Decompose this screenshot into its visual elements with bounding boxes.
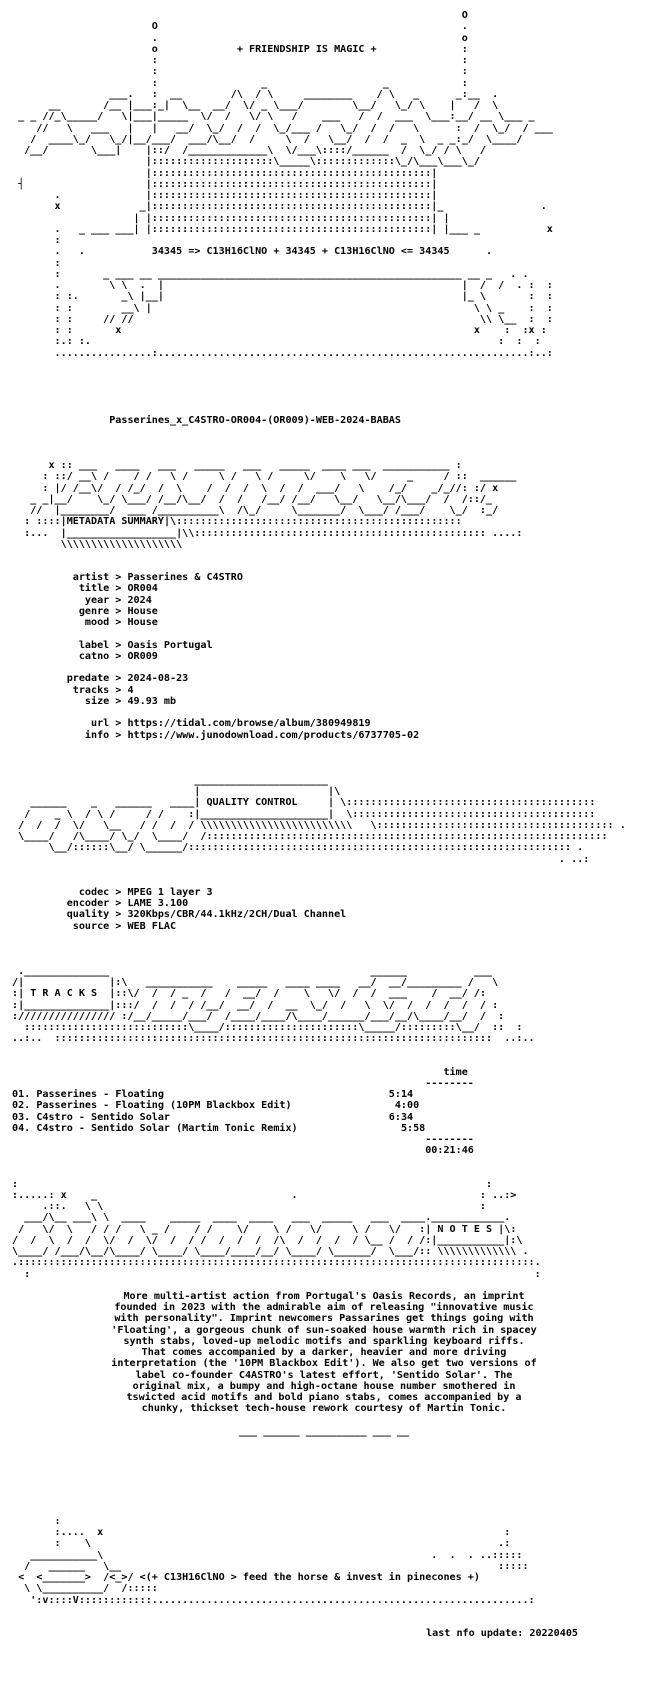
- notes-heading: N O T E S: [437, 1223, 493, 1235]
- meta-artist: artist > Passerines & C4STRO: [12, 572, 243, 583]
- notes-divider: ___ ______ __________ ___ __: [238, 1425, 410, 1437]
- metadata-header-art: x :: ___ ____ ___ _____ ___ _____ ____ ___ ___________ : : ::/ __\ / / / \ / \ / \ / \/ \ \/ _ / :: ______ : |/ /__\/ / /_/ / \ / / / \ / / ___/ \ /_/ _/_//: :/ x _ _|__/ \_/ \___/ /__/\__/ / / /__/ /__/ \__/ \__/\___/ / /::/_ // |________/ ___ /__________\ /\_/ \_______/ \___/ /___/ \_/ :_/ : ::::|METADATA SUMMARY|\::::::::::::::::::::::::::::::::::::::::::::::: :... |__________________|\\:::::::::::::::::::::::::::::::::::::::::::::::: ....: \\\\\\\\\\\\\\\\\\\\: [24, 460, 523, 550]
- metadata-list: [12, 572, 636, 741]
- track-row: 04. C4stro - Sentido Solar (Martim Tonic Remix) 5:58: [12, 1122, 426, 1134]
- quality-list: [12, 887, 636, 932]
- header-art-top: O O . . o o + FRIENDSHIP IS MAGIC + : : : : : : _ _ : ___. : __ /\ / \ ________ / \ _ _:__ . __ /__ |___:_| \__ __/ \/ _ \___/ \__/ \_/ \ | / \ _ _ //_\_____/ \|___|_____ \/ / \/ \ / ___ / / ___ \___:__/ __ \___ _ // \ ___ | | __/ \_/ / / \_/___ / \_/ / / \ : / \_/ / ___ / ____\_/ \_/|__/___/ ___/\__/ / \ / \__/ / / _ \ _ _:_/ \____/ /__/ \___| |::/ /_____________\ \/___\::::/______ / \_/ / \ / |::::::::::::::::::::\_____\:::::::::::::\_/\___\___\_/ |::::::::::::::::::::::::::::::::::::::::::::::| ┤ |::::::::::::::::::::::::::::::::::::::::::::::| . |::::::::::::::::::::::::::::::::::::::::::::::| x _|::::::::::::::::::::::::::::::::::::::::::::::|_ . | |::::::::::::::::::::::::::::::::::::::::::::::| | . _ ___ ___| |::::::::::::::::::::::::::::::::::::::::::::::| |___ _ x : . . 34345 => C13H16ClNO + 34345 + C13H16ClNO <= 34345 . : : _ ___ __ __________________________________________________ __ _ . . . \ \ . | | / / . : : : :. _\ |__| |_ \ : : : : __\ | \ \ _ : : : : // // \\ \__ : : : : x x : :x : :.: :. : : : ................:.............................................................:..:: [18, 10, 553, 359]
- meta-year: year > 2024: [12, 594, 152, 606]
- quality-quality: quality > 320Kbps/CBR/44.1kHz/2CH/Dual Channel: [12, 909, 347, 921]
- tracks-heading: T R A C K S: [30, 988, 98, 1000]
- quality-header-art: ______________________ | |\ ______ _ ______ ____| QUALITY CONTROL | \::::::::::::::::::::::::::::::::::::::::: / _ \ / \ / / / :|_____________________| \:::::::::::::::::::::::::::::::::::::::: / / / \/ \__ / / / / \\\\\\\\\\\\\\\\\\\\\\\\\ \::::::::::::::::::::::::::::::::::::::: . \____/ /\____/ \_/ \____/ /:::::::::::::::::::::::::::::::::::::::::::::::::::::::::::::::::: \__/::::::\__/ \______/::::::::::::::::::::::::::::::::::::::::::::::::::::::::::::::: . . ..:: [18, 774, 626, 865]
- notes-body: [12, 1291, 636, 1438]
- metadata-heading: METADATA SUMMARY: [66, 516, 164, 528]
- tracks-header-art: .______________ ______ ___ /| |:\ ___________ _____ ____ ____ __/ __/_________ / \ :| T R A C K S |::\/ / / _ / / __/ / \ \/ / / ___ / __/ /: :|______________|:::/ / / / /__/ __/ / __ \_/ / \ \/ / / / / / : ://////////////// :/__/_____/___/ /____/____/\____/______/___/__/\____/__/ / : :::::::::::::::::::::::::::\____/::::::::::::::::::::::\_____/:::::::::\__/ :: : ..:.. :::::::::::::::::::::::::::::::::::::::::::::::::::::::::::::::::::::::: ..:..: [12, 965, 535, 1045]
- meta-predate: predate > 2024-08-23: [12, 673, 189, 685]
- header-formula: 34345 => C13H16ClNO + 34345 + C13H16ClNO <= 34345: [151, 246, 450, 258]
- quality-heading: QUALITY CONTROL: [206, 797, 298, 809]
- track-row: 03. C4stro - Sentido Solar 6:34: [12, 1111, 414, 1123]
- notes-text: More multi-artist action from Portugal's Oasis Records, an imprint founded in 2023 with the admirable aim of releasing "innovative music with personality". Imprint newcomers Passarines get things going with 'Floating', a gorgeous chunk of sun-soaked house warmth rich in spacey synth stabs, loved-up melodic motifs and sparkling keyboard riffs. That comes accompanied by a darker, heavier and more driving interpretation (the '10PM Blackbox Edit'). We also get two versions of label co-founder C4ASTRO's latest effort, 'Sentido Solar'. The original mix, a bumpy and high-octane house number smothered in tswicted acid motifs and bold piano stabs, comes accompanied by a chunky, thickset tech-house rework courtesy of Martin Tonic. ___ ______ __________ ___ __: [111, 1290, 537, 1437]
- nfo-document: [12, 10, 636, 1694]
- meta-title: title > OR004: [12, 583, 158, 595]
- tracks-total: -------- 00:21:46: [425, 1134, 474, 1157]
- meta-label: label > Oasis Portugal: [12, 639, 213, 651]
- meta-genre: genre > House: [12, 605, 158, 617]
- meta-mood: mood > House: [12, 617, 158, 628]
- header-tagline: + FRIENDSHIP IS MAGIC +: [236, 43, 377, 55]
- notes-header-art: : : :.....: x _ . : ..:> .::. \ \ : ___/\__ ___\ \ ____ _____ ____ ____ ___ _____ ___ ____.____________. / \/ \ / / / \ _ / / / \/ \ / \/ \ / \/ :| N O T E S |\: / / \ / / \/ / \/ / / / / / / /\ / / / / \__ / / /:|___________|:\ \____/ /___/\__/\____/ \____/ \____/____/__/ \____/ \______/ \___/:: \\\\\\\\\\\\\ . .:::::::::::::::::::::::::::::::::::::::::::::::::::::::::::::::::::::::::::::::::::::. : :: [12, 1178, 541, 1280]
- footer-motto: <(+ C13H16ClNO > feed the horse & invest in pinecones +): [139, 1572, 480, 1583]
- quality-codec: codec > MPEG 1 layer 3: [12, 886, 213, 898]
- track-row: 01. Passerines - Floating 5:14: [12, 1089, 414, 1100]
- track-row: 02. Passerines - Floating (10PM Blackbox Edit) 4:00: [12, 1100, 420, 1112]
- quality-encoder: encoder > LAME 3.100: [12, 898, 189, 909]
- tracks-time-header: time --------: [425, 1066, 474, 1089]
- tracks-list: [12, 1089, 636, 1134]
- meta-tracks: tracks > 4: [12, 684, 134, 696]
- meta-catno: catno > OR009: [12, 650, 158, 662]
- meta-info: info > https://www.junodownload.com/products/6737705-02: [12, 729, 420, 741]
- quality-source: source > WEB FLAC: [12, 920, 177, 932]
- footer-art: : :.... x : : \ .: ___________\ . . . ..::::: / ______ \__ ::::: < <_______> /<_>/ <(+ C13H16ClNO > feed the horse & invest in pinecones +) \ \__________/ /::::: ':v::::V::::::::::::..............................................................:: [18, 1515, 535, 1606]
- meta-size: size > 49.93 mb: [12, 695, 177, 707]
- release-name: Passerines_x_C4STRO-OR004-(OR009)-WEB-2024-BABAS: [109, 414, 401, 426]
- tracks-table: [12, 1067, 636, 1157]
- last-update: last nfo update: 20220405: [426, 1627, 578, 1639]
- meta-url: url > https://tidal.com/browse/album/380949819: [12, 718, 371, 730]
